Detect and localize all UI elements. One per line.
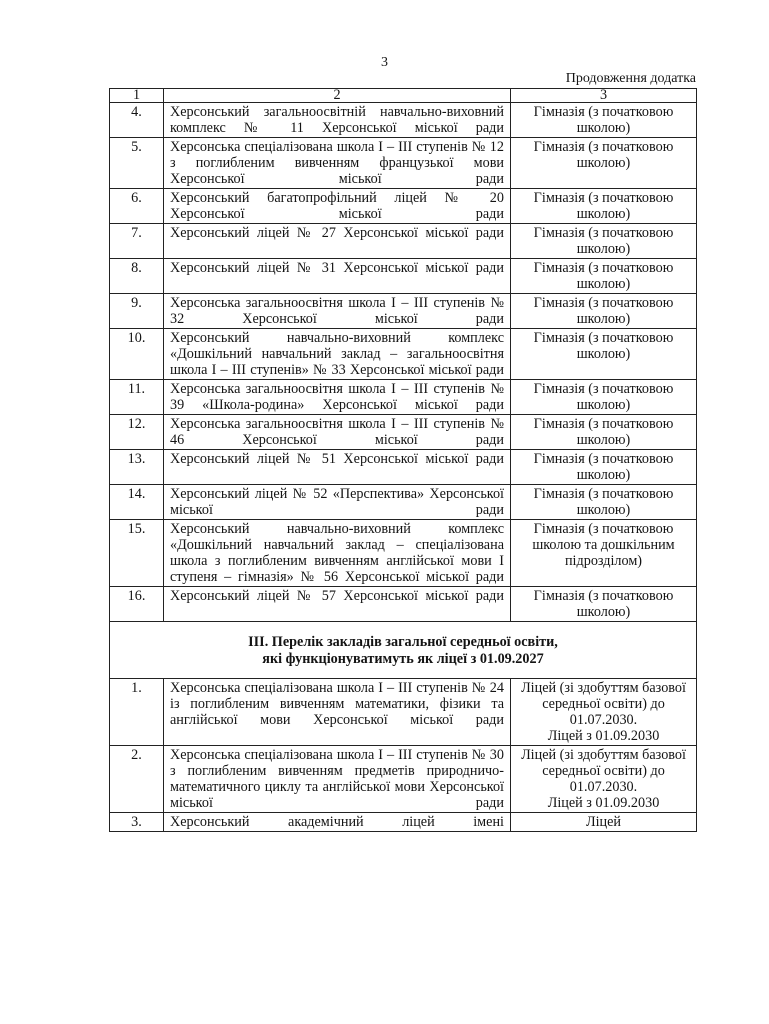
table-row xyxy=(110,450,697,485)
table-row xyxy=(110,679,697,746)
school-type xyxy=(511,813,697,832)
table-row xyxy=(110,224,697,259)
school-name: Херсонський навчально-виховний комплекс «Дошкільний навчальний заклад – загальноосвітня школа І – ІІІ ступенів» № 33 Херсонської міської ради xyxy=(164,329,511,380)
row-number: 13. xyxy=(110,450,164,485)
school-type-line-1: Ліцей (зі здобуттям базової середньої освіти) до 01.07.2030. xyxy=(521,680,686,728)
school-type: Гімназія (з початковою школою) xyxy=(511,224,697,259)
table-row xyxy=(110,329,697,380)
table-row xyxy=(110,189,697,224)
school-name: Херсонський багатопрофільний ліцей № 20 Херсонської міської ради xyxy=(164,189,511,224)
row-number: 8. xyxy=(110,259,164,294)
table-row xyxy=(110,520,697,587)
header-col-3: 3 xyxy=(511,89,697,103)
school-name: Херсонська спеціалізована школа І – ІІІ ступенів № 30 з поглибленим вивченням предметів природничо-математичного циклу та англійської мови Херсонської міської ради xyxy=(164,746,511,813)
table-row xyxy=(110,380,697,415)
page-number: 3 xyxy=(381,55,388,70)
school-name: Херсонський ліцей № 52 «Перспектива» Херсонської міської ради xyxy=(164,485,511,520)
school-type xyxy=(511,679,697,746)
row-number: 6. xyxy=(110,189,164,224)
school-type: Гімназія (з початковою школою) xyxy=(511,587,697,622)
school-name: Херсонська спеціалізована школа І – ІІІ ступенів № 12 з поглибленим вивченням французької мови Херсонської міської ради xyxy=(164,138,511,189)
row-number: 2. xyxy=(110,746,164,813)
section-title xyxy=(110,622,697,679)
school-type-line-2: Ліцей з 01.09.2030 xyxy=(547,728,660,744)
school-type: Гімназія (з початковою школою та дошкільним підрозділом) xyxy=(511,520,697,587)
school-name: Херсонський ліцей № 31 Херсонської міської ради xyxy=(164,259,511,294)
table-row xyxy=(110,813,697,832)
school-type: Гімназія (з початковою школою) xyxy=(511,415,697,450)
row-number: 12. xyxy=(110,415,164,450)
table-row xyxy=(110,746,697,813)
table-row xyxy=(110,415,697,450)
school-type: Гімназія (з початковою школою) xyxy=(511,138,697,189)
table-header-row xyxy=(110,89,697,103)
table-row xyxy=(110,294,697,329)
school-type: Гімназія (з початковою школою) xyxy=(511,103,697,138)
school-type: Гімназія (з початковою школою) xyxy=(511,450,697,485)
schools-table xyxy=(109,88,697,832)
school-type: Гімназія (з початковою школою) xyxy=(511,259,697,294)
section-title-line-2: які функціонуватимуть як ліцеї з 01.09.2027 xyxy=(262,651,544,667)
table-row xyxy=(110,138,697,189)
table-row xyxy=(110,259,697,294)
row-number: 1. xyxy=(110,679,164,746)
header-col-1: 1 xyxy=(110,89,164,103)
school-name: Херсонський ліцей № 51 Херсонської міської ради xyxy=(164,450,511,485)
school-name: Херсонський академічний ліцей імені xyxy=(164,813,511,832)
school-type: Гімназія (з початковою школою) xyxy=(511,294,697,329)
table-row xyxy=(110,103,697,138)
row-number: 9. xyxy=(110,294,164,329)
school-type-line-2: Ліцей з 01.09.2030 xyxy=(547,795,660,811)
row-number: 11. xyxy=(110,380,164,415)
school-name: Херсонська загальноосвітня школа І – ІІІ ступенів № 32 Херсонської міської ради xyxy=(164,294,511,329)
row-number: 16. xyxy=(110,587,164,622)
row-number: 14. xyxy=(110,485,164,520)
school-type: Гімназія (з початковою школою) xyxy=(511,189,697,224)
table-row xyxy=(110,485,697,520)
school-type-line-1: Ліцей (зі здобуттям базової середньої освіти) до 01.07.2030. xyxy=(521,747,686,795)
school-name: Херсонський ліцей № 27 Херсонської міської ради xyxy=(164,224,511,259)
school-name: Херсонський ліцей № 57 Херсонської міської ради xyxy=(164,587,511,622)
header-col-2: 2 xyxy=(164,89,511,103)
row-number: 4. xyxy=(110,103,164,138)
row-number: 15. xyxy=(110,520,164,587)
school-type-line-1: Ліцей xyxy=(585,814,622,830)
row-number: 7. xyxy=(110,224,164,259)
school-name: Херсонська загальноосвітня школа І – ІІІ ступенів № 39 «Школа-родина» Херсонської міської ради xyxy=(164,380,511,415)
school-type: Гімназія (з початковою школою) xyxy=(511,380,697,415)
continuation-note: Продовження додатка xyxy=(565,71,696,86)
row-number: 3. xyxy=(110,813,164,832)
table-row xyxy=(110,587,697,622)
school-type xyxy=(511,746,697,813)
section-header-row xyxy=(110,622,697,679)
section-title-line-1: ІІІ. Перелік закладів загальної середньої освіти, xyxy=(248,634,558,650)
school-name: Херсонський навчально-виховний комплекс «Дошкільний навчальний заклад – спеціалізована школа з поглибленим вивченням англійської мови І ступеня – гімназія» № 56 Херсонської міської ради xyxy=(164,520,511,587)
school-name: Херсонський загальноосвітній навчально-виховний комплекс № 11 Херсонської міської ради xyxy=(164,103,511,138)
row-number: 5. xyxy=(110,138,164,189)
school-name: Херсонська спеціалізована школа І – ІІІ ступенів № 24 із поглибленим вивченням математики, фізики та англійської мови Херсонської міської ради xyxy=(164,679,511,746)
school-type: Гімназія (з початковою школою) xyxy=(511,485,697,520)
school-name: Херсонська загальноосвітня школа І – ІІІ ступенів № 46 Херсонської міської ради xyxy=(164,415,511,450)
school-type: Гімназія (з початковою школою) xyxy=(511,329,697,380)
row-number: 10. xyxy=(110,329,164,380)
